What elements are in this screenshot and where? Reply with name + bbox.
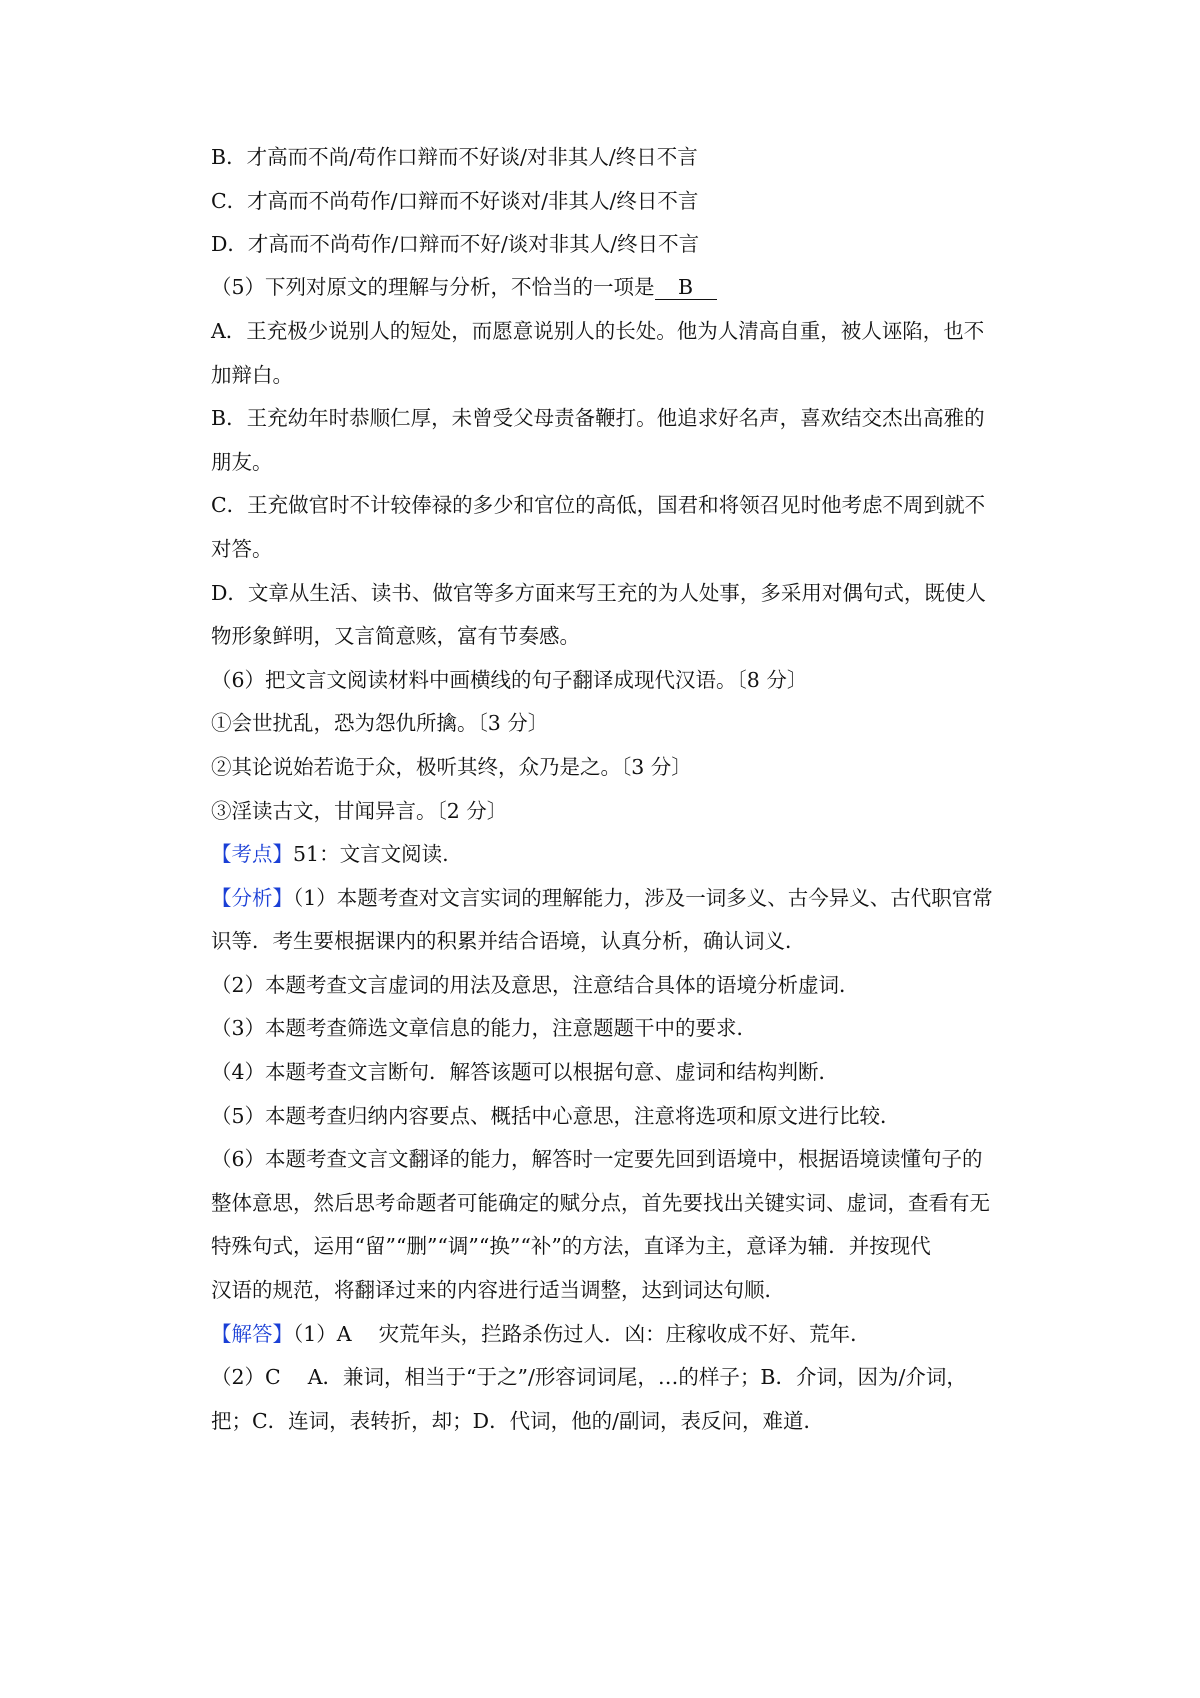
fenxi-line-9: 特殊句式，运用“留”“删”“调”“换”“补”的方法，直译为主，意译为辅．并按现代	[211, 1234, 931, 1258]
q6-sentence-1: ①会世扰乱，恐为怨仇所擒。〔3 分〕	[211, 711, 549, 735]
jieda-tag: 【解答】	[211, 1322, 293, 1346]
q5-option-a-line1: A．王充极少说别人的短处，而愿意说别人的长处。他为人清高自重，被人诬陷，也不	[211, 319, 985, 343]
q5-answer: B	[655, 275, 717, 300]
q5-stem-text: （5）下列对原文的理解与分析，不恰当的一项是	[211, 275, 655, 299]
kaodian-text: 51：文言文阅读.	[293, 842, 449, 866]
q4-option-d: D．才高而不尚苟作/口辩而不好/谈对非其人/终日不言	[211, 232, 700, 256]
fenxi-tag: 【分析】	[211, 886, 293, 910]
fenxi-line-6: （5）本题考查归纳内容要点、概括中心意思，注意将选项和原文进行比较．	[211, 1104, 901, 1128]
fenxi-line-7: （6）本题考查文言文翻译的能力，解答时一定要先回到语境中，根据语境读懂句子的	[211, 1147, 983, 1171]
q5-option-d-line2: 物形象鲜明，又言简意赅，富有节奏感。	[211, 624, 580, 648]
fenxi-line-4: （3）本题考查筛选文章信息的能力，注意题题干中的要求．	[211, 1016, 758, 1040]
q4-option-c: C．才高而不尚苟作/口辩而不好谈对/非其人/终日不言	[211, 189, 699, 213]
fenxi-text-1: （1）本题考查对文言实词的理解能力，涉及一词多义、古今异义、古代职官常	[293, 886, 993, 910]
fenxi-line-2: 识等．考生要根据课内的积累并结合语境，认真分析，确认词义．	[211, 929, 806, 953]
q4-option-b: B．才高而不尚/苟作口辩而不好谈/对非其人/终日不言	[211, 145, 698, 169]
jieda-line-3: 把；C．连词，表转折，却；D．代词，他的/副词，表反问，难道．	[211, 1409, 825, 1433]
fenxi-line-5: （4）本题考查文言断句．解答该题可以根据句意、虚词和结构判断．	[211, 1060, 840, 1084]
q5-stem	[211, 273, 1031, 301]
kaodian-tag: 【考点】	[211, 842, 293, 866]
fenxi-line-10: 汉语的规范，将翻译过来的内容进行适当调整，达到词达句顺．	[211, 1278, 785, 1302]
q5-option-a-line2: 加辩白。	[211, 363, 293, 387]
fenxi-line-8: 整体意思，然后思考命题者可能确定的赋分点，首先要找出关键实词、虚词，查看有无	[211, 1191, 990, 1215]
q6-stem: （6）把文言文阅读材料中画横线的句子翻译成现代汉语。〔8 分〕	[211, 668, 808, 692]
q6-sentence-2: ②其论说始若诡于众，极听其终，众乃是之。〔3 分〕	[211, 755, 692, 779]
q5-option-b-line2: 朋友。	[211, 450, 273, 474]
fenxi-line-3: （2）本题考查文言虚词的用法及意思，注意结合具体的语境分析虚词．	[211, 973, 860, 997]
q5-option-b-line1: B．王充幼年时恭顺仁厚，未曾受父母责备鞭打。他追求好名声，喜欢结交杰出高雅的	[211, 406, 985, 430]
jieda-text-1: （1）A 灾荒年头，拦路杀伤过人．凶：庄稼收成不好、荒年．	[293, 1322, 871, 1346]
fenxi-line-1	[211, 884, 1031, 912]
q5-option-d-line1: D．文章从生活、读书、做官等多方面来写王充的为人处事，多采用对偶句式，既使人	[211, 581, 986, 605]
jieda-line-1	[211, 1320, 1031, 1348]
kaodian-line	[211, 840, 1031, 868]
q6-sentence-3: ③淫读古文，甘闻异言。〔2 分〕	[211, 799, 508, 823]
q5-option-c-line2: 对答。	[211, 537, 273, 561]
q5-option-c-line1: C．王充做官时不计较俸禄的多少和官位的高低，国君和将领召见时他考虑不周到就不	[211, 493, 986, 517]
jieda-line-2: （2）C A．兼词，相当于“于之”/形容词词尾，…的样子；B．介词，因为/介词，	[211, 1365, 967, 1389]
